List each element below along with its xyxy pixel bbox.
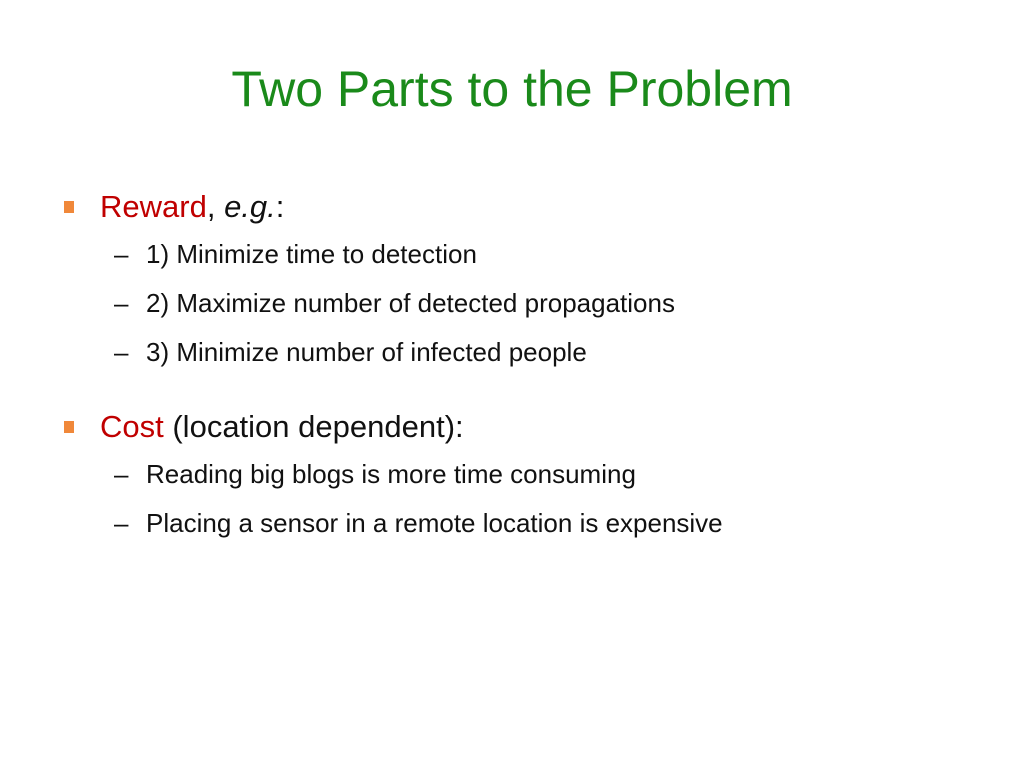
dash-bullet-icon: – xyxy=(114,508,129,538)
dash-bullet-icon: – xyxy=(114,337,129,367)
cost-rest: (location dependent): xyxy=(163,409,464,444)
sub-bullet xyxy=(114,334,982,370)
sub-bullet-text: Reading big blogs is more time consuming xyxy=(146,459,636,489)
sub-bullet xyxy=(114,236,982,272)
sub-bullet-text: 2) Maximize number of detected propagations xyxy=(146,288,675,318)
dash-bullet-icon: – xyxy=(114,459,129,489)
bullet-cost xyxy=(62,406,982,448)
reward-suffix: : xyxy=(275,189,285,224)
sub-bullet xyxy=(114,456,982,492)
square-bullet-icon xyxy=(64,421,74,433)
sub-bullet-text: Placing a sensor in a remote location is expensive xyxy=(146,508,723,538)
reward-label: Reward xyxy=(100,189,207,224)
bullet-reward xyxy=(62,186,982,228)
sub-bullet xyxy=(114,505,982,541)
square-bullet-icon xyxy=(64,201,74,213)
reward-separator: , xyxy=(206,189,225,224)
slide-title: Two Parts to the Problem xyxy=(231,61,793,117)
sub-bullet-text: 3) Minimize number of infected people xyxy=(146,337,587,367)
slide-body xyxy=(62,186,982,541)
bullet-reward-text xyxy=(100,186,284,228)
sub-bullet xyxy=(114,285,982,321)
cost-label: Cost xyxy=(100,409,164,444)
sub-bullet-text: 1) Minimize time to detection xyxy=(146,239,477,269)
reward-eg: e.g. xyxy=(224,189,276,224)
dash-bullet-icon: – xyxy=(114,239,129,269)
bullet-cost-text xyxy=(100,406,464,448)
dash-bullet-icon: – xyxy=(114,288,129,318)
